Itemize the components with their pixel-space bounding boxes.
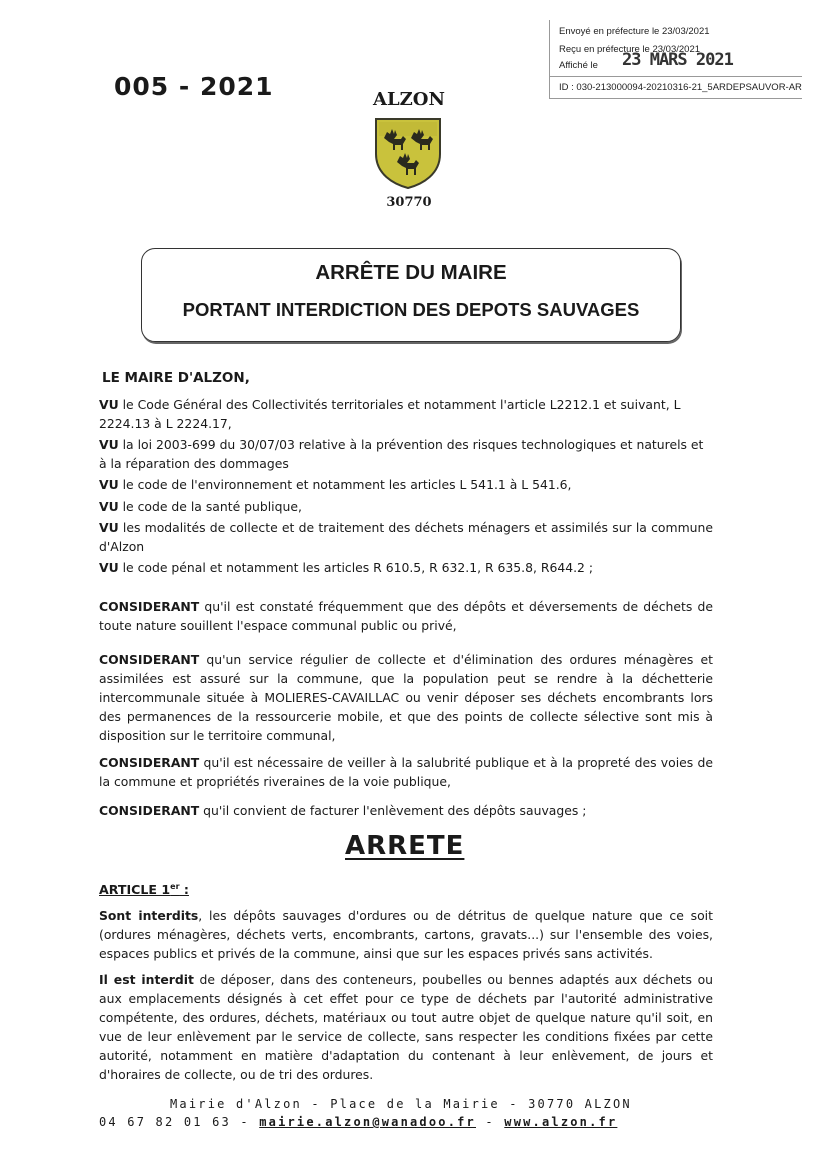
article-paragraph [99, 970, 713, 1084]
footer-email-link[interactable]: mairie.alzon@wanadoo.fr [259, 1115, 476, 1129]
vu-text: les modalités de collecte et de traitement des déchets ménagers et assimilés sur la commune d'Alzon [99, 520, 713, 554]
vu-text: le code de l'environnement et notamment les articles L 541.1 à L 541.6, [118, 477, 572, 492]
considerant-text: qu'un service régulier de collecte et d'élimination des ordures ménagères et assimilées est assuré sur la commune, que la population peut se rendre à la déchetterie intercommunale située à MOLIERES-CAVAILLAC ou venir déposer ses déchets encombrants lors des permanences de la ressourcerie mobile, et que des points de collecte sélective sont mis à disposition sur le territoire communal, [99, 652, 713, 743]
prefecture-stamp [549, 20, 802, 99]
decision-heading: ARRETE [345, 831, 465, 861]
vu-keyword: VU [99, 437, 119, 452]
article-suffix: : [179, 882, 189, 898]
article-text: de déposer, dans des conteneurs, poubelles ou bennes adaptés aux déchets ou aux emplacements désignés à cet effet pour ce type de déchets par l'autorité administrative compétente, des ordures, déchets, matériaux ou tout autre objet de quelque nature qu'il soit, en vue de leur enlèvement par le service de collecte, sans respecter les conditions fixées par cette autorité, notamment en matière d'adaptation du contenant à leur enlèvement, de jours et d'horaires de collecte, ou de tri des ordures. [99, 972, 714, 1082]
vu-text: le code de la santé publique, [118, 499, 302, 514]
considerant-keyword: CONSIDERANT [99, 755, 200, 770]
article-label: ARTICLE 1 [99, 882, 171, 898]
town-name: ALZON [373, 89, 445, 110]
footer-phone: 04 67 82 01 63 - [99, 1115, 260, 1129]
vu-paragraph [99, 395, 713, 433]
document-subtitle: PORTANT INTERDICTION DES DEPOTS SAUVAGES [182, 299, 640, 320]
considerant-paragraph [99, 597, 713, 635]
title-box [141, 248, 681, 342]
mayor-heading: LE MAIRE D'ALZON, [102, 370, 250, 386]
considerant-text: qu'il convient de facturer l'enlèvement des dépôts sauvages ; [199, 803, 587, 818]
town-postcode: 30770 [386, 195, 432, 210]
coat-of-arms-icon [373, 116, 443, 190]
article-paragraph [99, 906, 713, 963]
vu-text: le code pénal et notamment les articles R 610.5, R 632.1, R 635.8, R644.2 ; [118, 560, 594, 575]
vu-paragraph [99, 497, 302, 516]
stamp-posted-date: 23 MARS 2021 [622, 50, 733, 70]
stamp-received: Reçu en préfecture le 23/03/2021 [559, 44, 701, 55]
considerant-paragraph [99, 753, 713, 791]
article-keyword: Sont interdits [99, 908, 199, 923]
article-text: , les dépôts sauvages d'ordures ou de détritus de quelque nature que ce soit (ordures ménagères, déchets verts, encombrants, cartons, gravats...) sur l'ensemble des voies, espaces publics et privés de la commune, ainsi que sur les espaces privés sans activités. [99, 908, 713, 961]
document-title: ARRÊTE DU MAIRE [315, 261, 507, 284]
vu-paragraph [99, 435, 713, 473]
article-heading [99, 877, 189, 899]
stamp-id: ID : 030-213000094-20210316-21_5ARDEPSAUVOR-AR [559, 82, 802, 93]
footer-address: Mairie d'Alzon - Place de la Mairie - 30770 ALZON [170, 1097, 632, 1111]
considerant-text: qu'il est constaté fréquemment que des dépôts et déversements de déchets de toute nature souillent l'espace communal public ou privé, [99, 599, 713, 633]
considerant-keyword: CONSIDERANT [99, 599, 200, 614]
footer-separator: - [476, 1115, 505, 1129]
footer-website-link[interactable]: www.alzon.fr [504, 1115, 618, 1129]
stamp-posted-label: Affiché le [559, 60, 598, 71]
considerant-keyword: CONSIDERANT [99, 803, 200, 818]
vu-keyword: VU [99, 499, 119, 514]
considerant-keyword: CONSIDERANT [99, 652, 200, 667]
article-superscript: er [170, 882, 180, 891]
considerant-paragraph [99, 650, 713, 745]
vu-text: la loi 2003-699 du 30/07/03 relative à la prévention des risques technologiques et naturels et à la réparation des dommages [99, 437, 704, 471]
vu-keyword: VU [99, 520, 119, 535]
vu-paragraph [99, 558, 593, 577]
vu-paragraph [99, 518, 713, 556]
considerant-text: qu'il est nécessaire de veiller à la salubrité publique et à la propreté des voies de la commune et propriétés riveraines de la voie publique, [99, 755, 713, 789]
vu-keyword: VU [99, 397, 119, 412]
vu-keyword: VU [99, 477, 119, 492]
decree-reference-number: 005 - 2021 [114, 72, 274, 101]
stamp-sent: Envoyé en préfecture le 23/03/2021 [559, 26, 710, 37]
considerant-paragraph [99, 801, 586, 820]
footer-contact [99, 1115, 617, 1129]
vu-paragraph [99, 475, 572, 494]
vu-keyword: VU [99, 560, 119, 575]
article-keyword: Il est interdit [99, 972, 194, 987]
stamp-divider [550, 76, 802, 77]
vu-text: le Code Général des Collectivités territoriales et notamment l'article L2212.1 et suivant, L 2224.13 à L 2224.17, [99, 397, 681, 431]
